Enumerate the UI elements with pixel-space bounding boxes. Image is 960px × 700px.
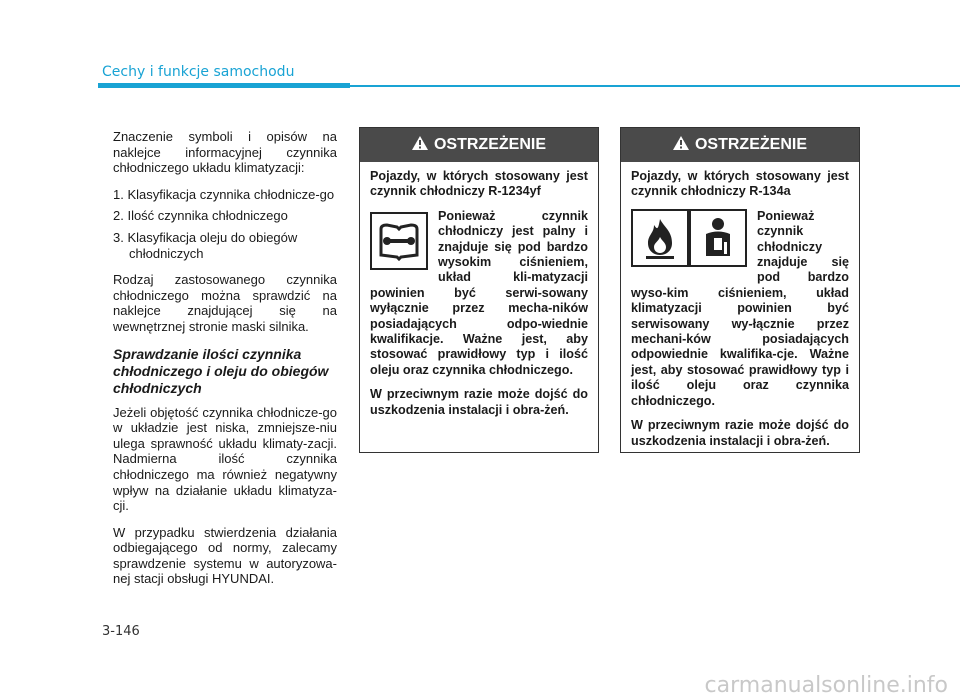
warning-box-r134a xyxy=(620,127,860,453)
section-subheading: Sprawdzanie ilości czynnika chłodniczego i oleju do obiegów chłodniczych xyxy=(113,345,329,396)
warning-heading: Pojazdy, w których stosowany jest czynnik chłodniczy R-1234yf xyxy=(370,169,588,199)
warning-heading: Pojazdy, w których stosowany jest czynnik chłodniczy R-134a xyxy=(631,169,849,199)
warning-box-r1234yf xyxy=(359,127,599,453)
warning-note: W przeciwnym razie może dojść do uszkodzenia instalacji i obra-żeń. xyxy=(370,387,588,417)
warning-note: W przeciwnym razie może dojść do uszkodzenia instalacji i obra-żeń. xyxy=(631,418,849,448)
section-title: Cechy i funkcje samochodu xyxy=(102,64,295,80)
warning-text: Ponieważ czynnik chłodniczy jest palny i znajduje się pod bardzo wysokim ciśnieniem, układ kli-matyzacji powinien być serwi-sowany wyłącznie przez mecha-ników posiadających odpo-wiednie kwalifikacje. Ważne jest, aby stosować prawidłowy typ i ilość oleju oraz czynnika chłodniczego. xyxy=(370,208,588,377)
low-volume-paragraph: Jeżeli objętość czynnika chłodnicze-go w układzie jest niska, zmniejsze-niu ulega sprawność układu klimaty-zacji. Nadmierna ilość czynnika chłodniczego ma również negatywny wpływ na działanie układu klimatyza-cji. xyxy=(113,404,337,514)
flame-icon xyxy=(631,209,689,267)
service-recommendation-paragraph: W przypadku stwierdzenia działania odbiegającego od normy, zalecamy sprawdzenie systemu w autoryzowa-nej stacji obsługi HYUNDAI. xyxy=(113,524,337,587)
header-divider xyxy=(98,85,960,87)
warning-header xyxy=(360,128,598,162)
warning-title: OSTRZEŻENIE xyxy=(694,136,807,153)
warning-triangle-icon xyxy=(673,136,689,155)
warning-text: Ponieważ czynnik chłodniczy znajduje się pod bardzo wyso-kim ciśnieniem, układ klimatyzacji powinien być serwisowany wy-łącznie przez mechani-ków posiadających odpowiednie kwalifika-cje. Ważne jest, aby stosować prawidłowy typ i ilość oleju oraz czynnika chłodniczego. xyxy=(631,208,849,408)
refrigerant-check-paragraph: Rodzaj zastosowanego czynnika chłodniczego można sprawdzić na naklejce znajdującej się na wewnętrznej stronie maski silnika. xyxy=(113,272,337,334)
mechanic-icon xyxy=(689,209,747,267)
main-text-column xyxy=(113,129,337,598)
warning-title: OSTRZEŻENIE xyxy=(433,136,546,153)
warning-icons xyxy=(631,209,747,275)
watermark: carmanualsonline.info xyxy=(704,673,948,698)
list-item: 2. Ilość czynnika chłodniczego xyxy=(113,208,288,224)
page-number: 3-146 xyxy=(102,624,140,639)
list-item: 1. Klasyfikacja czynnika chłodnicze-go xyxy=(113,186,335,202)
label-legend-list xyxy=(113,187,337,261)
warning-header xyxy=(621,128,859,162)
intro-paragraph: Znaczenie symboli i opisów na naklejce informacyjnej czynnika chłodniczego układu klimatyzacji: xyxy=(113,129,337,176)
list-item: 3. Klasyfikacja oleju do obiegów chłodniczych xyxy=(113,229,298,261)
wrench-manual-icon xyxy=(370,212,428,270)
warning-triangle-icon xyxy=(412,136,428,155)
